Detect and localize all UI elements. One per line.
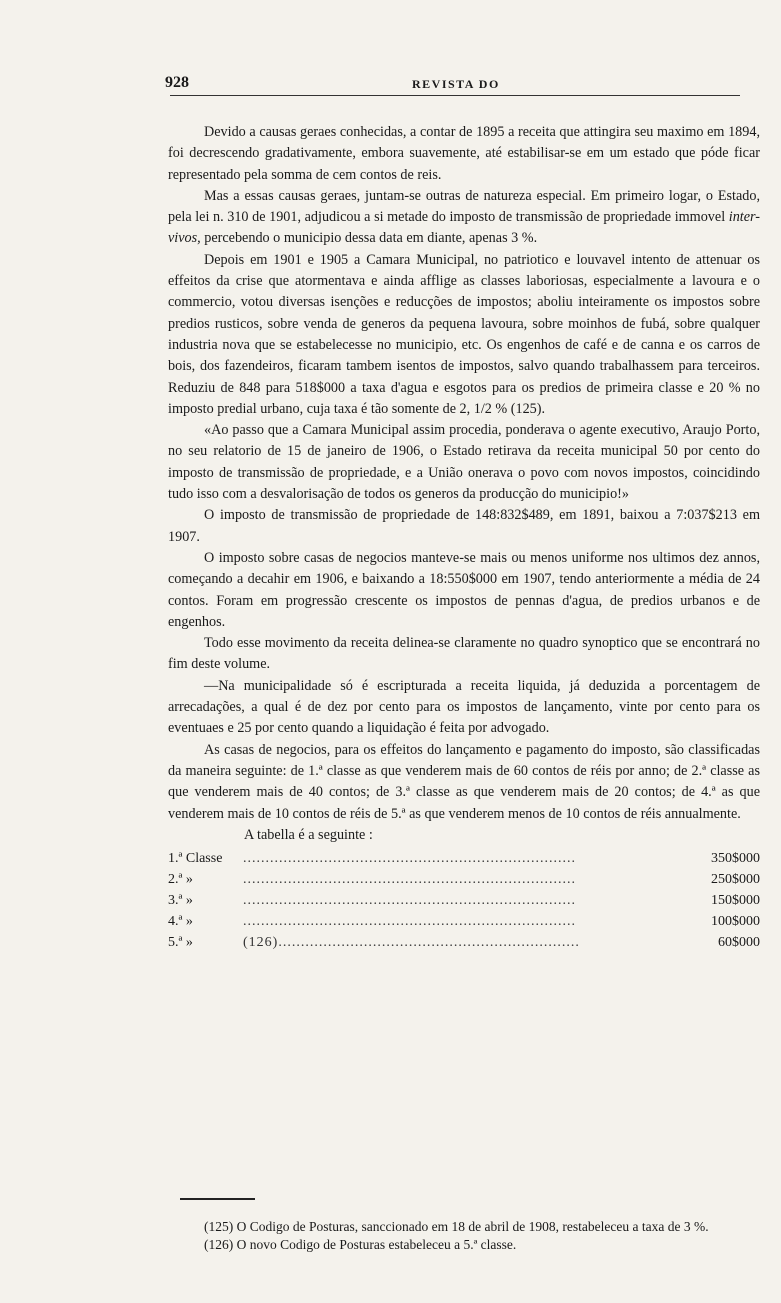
row-amount: 250$000 [711,872,760,888]
leader-dots: .......................................................................... [243,851,576,867]
row-label: 4.ª » [168,914,193,930]
row-label: 2.ª » [168,872,193,888]
paragraph-5: O imposto de transmissão de propriedade de 148:832$489, em 1891, baixou a 7:037$213 em 1907. [168,507,760,545]
footnote-rule [180,1198,255,1200]
row-label: 5.ª » [168,935,193,951]
row-label: 1.ª Classe [168,851,223,867]
paragraph-9: As casas de negocios, para os effeitos do lançamento e pagamento do imposto, são classificadas da maneira seguinte: de 1.ª classe as que venderem mais de 60 contos de réis por anno; de 2.ª classe as que venderem mais de 40 contos; de 3.ª classe as que venderem mais de 20 contos; de 4.ª as que venderem mais de 10 contos de réis de 5.ª as que venderem menos de 10 contos de réis annualmente. [168,741,760,822]
tax-table [168,848,760,953]
paragraph-2-text: Mas a essas causas geraes, juntam-se outras de natureza especial. Em primeiro logar, o Estado, pela lei n. 310 de 1901, adjudicou a si metade do imposto de transmissão de propriedade immovel [168,187,760,226]
table-row [168,932,760,953]
row-amount: 150$000 [711,893,760,909]
table-intro: A tabella é a seguinte : [244,826,373,843]
table-row [168,848,760,869]
footnote-126: (126) O novo Codigo de Posturas estabeleceu a 5.ª classe. [204,1237,517,1252]
paragraph-3: Depois em 1901 e 1905 a Camara Municipal, no patriotico e louvavel intento de attenuar os effeitos da crise que atormentava e ainda afflige as classes laboriosas, especialmente a lavoura e o commercio, votou diversas isenções e reducções de impostos; aboliu inteiramente os impostos sobre predios rusticos, sobre venda de generos da pequena lavoura, sobre moinhos de fubá, sobre qualquer industria nova que se estabelecesse no municipio, etc. Os engenhos de café e de canna e os carros de bois, dos fazendeiros, ficaram tambem isentos de impostos, salvo quando trabalhassem para terceiros. Reduziu de 848 para 518$000 a taxa d'agua e esgotos para os predios de primeira classe e 20 % no imposto predial urbano, cuja taxa é tão somente de 2, 1/2 % (125). [168,251,760,417]
table-row [168,890,760,911]
paragraph-8: —Na municipalidade só é escripturada a receita liquida, já deduzida a porcentagem de arrecadações, a qual é de dez por cento para os impostos de lançamento, vinte por cento para os eventuaes e 25 por cento quando a liquidação é feita por advogado. [168,677,760,737]
row-label: 3.ª » [168,893,193,909]
leader-dots: .......................................................................... [243,872,576,888]
paragraph-2-tail: percebendo o municipio dessa data em diante, apenas 3 %. [200,230,538,247]
row-amount: 100$000 [711,914,760,930]
leader-dots: (126)................................................................... [243,935,580,951]
leader-dots: .......................................................................... [243,914,576,930]
paragraph-2 [168,186,760,250]
paragraph-2-italic: inter-vivos, [168,209,760,247]
paragraph-6: O imposto sobre casas de negocios manteve-se mais ou menos uniforme nos ultimos dez annos, começando a decahir em 1906, e baixando a 18:550$000 em 1907, tendo anteriormente a média de 24 contos. Foram em progressão crescente os impostos de pennas d'agua, de predios urbanos e de engenhos. [168,549,760,630]
leader-dots: .......................................................................... [243,893,576,909]
page-body [168,122,760,953]
paragraph-7: Todo esse movimento da receita delinea-se claramente no quadro synoptico que se encontrará no fim deste volume. [168,635,760,673]
paragraph-4: «Ao passo que a Camara Municipal assim procedia, ponderava o agente executivo, Araujo Porto, no seu relatorio de 15 de janeiro de 1906, o Estado retirava da receita municipal 50 por cento do imposto de transmissão de propriedade, e a União onerava o povo com novos impostos, coincidindo tudo isso com a desvalorisação de todos os generos da producção do municipio!» [168,422,760,503]
row-amount: 350$000 [711,851,760,867]
header-rule [170,95,740,96]
table-row [168,911,760,932]
running-title: REVISTA DO [412,77,500,91]
page-number: 928 [165,74,189,91]
footnote-125: (125) O Codigo de Posturas, sanccionado em 18 de abril de 1908, restabeleceu a taxa de 3 %. [204,1219,709,1234]
table-row [168,869,760,890]
paragraph-1: Devido a causas geraes conhecidas, a contar de 1895 a receita que attingira seu maximo em 1894, foi decrescendo gradativamente, embora suavemente, até estabilisar-se em um estado que póde ficar representado pela somma de cem contos de reis. [168,124,760,183]
footnotes [168,1218,760,1254]
row-amount: 60$000 [718,935,760,951]
